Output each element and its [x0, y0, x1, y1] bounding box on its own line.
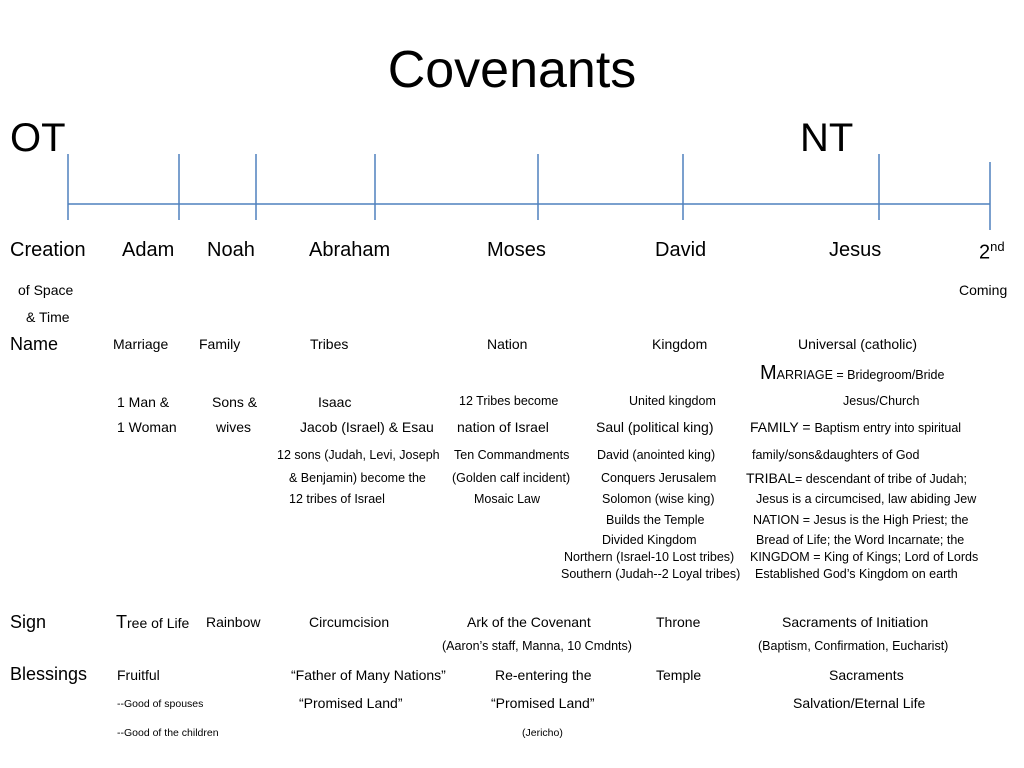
blessing-adam: Fruitful [117, 667, 160, 683]
blessing-david: Temple [656, 667, 702, 683]
abraham-detail: Jacob (Israel) & Esau [300, 419, 434, 435]
timeline [0, 0, 1024, 230]
moses-detail: 12 Tribes become [459, 394, 559, 408]
name-david: Kingdom [652, 336, 708, 352]
creation-subtitle-time: & Time [26, 309, 70, 325]
blessing-abraham: “Promised Land” [299, 695, 403, 711]
jesus-family-sons: family/sons&daughters of God [752, 448, 920, 462]
blessing-jesus: Salvation/Eternal Life [793, 695, 926, 711]
jesus-kingdom: KINGDOM = King of Kings; Lord of Lords [750, 550, 979, 564]
adam-detail: 1 Woman [117, 419, 177, 435]
jesus-established: Established God’s Kingdom on earth [755, 567, 958, 581]
blessing-abraham: “Father of Many Nations” [291, 667, 446, 683]
name-moses: Nation [487, 336, 528, 352]
jesus-church: Jesus/Church [843, 394, 920, 408]
david-detail: Southern (Judah--2 Loyal tribes) [561, 567, 741, 581]
era-david: David [655, 239, 707, 261]
ot-heading: OT [10, 116, 66, 160]
jesus-nation: NATION = Jesus is the High Priest; the [753, 513, 969, 527]
sign-jesus: Sacraments of Initiation [782, 614, 929, 630]
era-moses: Moses [487, 239, 546, 261]
jesus-marriage-line: MARRIAGE = Bridegroom/Bride [760, 362, 945, 384]
blessing-moses-sub: (Jericho) [522, 727, 563, 739]
david-detail: Saul (political king) [596, 419, 714, 435]
noah-detail: Sons & [212, 394, 258, 410]
moses-detail: Mosaic Law [474, 492, 540, 506]
jesus-circumcised: Jesus is a circumcised, law abiding Jew [756, 492, 977, 506]
era-jesus: Jesus [829, 239, 882, 261]
moses-detail: (Golden calf incident) [452, 471, 571, 485]
name-adam: Marriage [113, 336, 169, 352]
abraham-detail: 12 tribes of Israel [289, 492, 385, 506]
blessing-adam-sub: --Good of spouses [117, 698, 204, 710]
page-title: Covenants [387, 41, 637, 99]
era-adam: Adam [122, 239, 175, 261]
creation-subtitle-space: of Space [18, 282, 74, 298]
moses-detail: nation of Israel [457, 419, 549, 435]
blessing-adam-sub: --Good of the children [117, 727, 219, 739]
jesus-family-line: FAMILY = Baptism entry into spiritual [750, 419, 962, 435]
blessing-jesus: Sacraments [829, 667, 904, 683]
sign-abraham: Circumcision [309, 614, 390, 630]
name-noah: Family [199, 336, 241, 352]
blessing-moses: “Promised Land” [491, 695, 595, 711]
name-row-label: Name [10, 334, 59, 354]
abraham-detail: 12 sons (Judah, Levi, Joseph [277, 448, 440, 462]
sign-moses: Ark of the Covenant [467, 614, 591, 630]
sign-moses-sub: (Aaron’s staff, Manna, 10 Cmdnts) [442, 639, 632, 653]
noah-detail: wives [216, 419, 252, 435]
sign-adam: Tree of Life [116, 612, 190, 632]
name-jesus: Universal (catholic) [798, 336, 918, 352]
jesus-bread: Bread of Life; the Word Incarnate; the [756, 533, 965, 547]
nt-heading: NT [800, 116, 854, 160]
david-detail: United kingdom [629, 394, 716, 408]
sign-david: Throne [656, 614, 701, 630]
adam-detail: 1 Man & [117, 394, 170, 410]
david-detail: Conquers Jerusalem [601, 471, 717, 485]
era-second-coming: 2nd [979, 239, 1005, 264]
era-noah: Noah [207, 239, 255, 261]
sign-row-label: Sign [10, 612, 47, 632]
blessings-row-label: Blessings [10, 664, 88, 684]
david-detail: David (anointed king) [597, 448, 716, 462]
sign-noah: Rainbow [206, 614, 261, 630]
david-detail: Builds the Temple [606, 513, 705, 527]
era-creation: Creation [10, 239, 86, 261]
abraham-detail: & Benjamin) become the [289, 471, 426, 485]
david-detail: Solomon (wise king) [602, 492, 715, 506]
david-detail: Divided Kingdom [602, 533, 697, 547]
jesus-tribal-line: TRIBAL= descendant of tribe of Judah; [746, 470, 968, 486]
name-abraham: Tribes [310, 336, 349, 352]
blessing-moses: Re-entering the [495, 667, 592, 683]
abraham-detail: Isaac [318, 394, 352, 410]
david-detail: Northern (Israel-10 Lost tribes) [564, 550, 735, 564]
sign-jesus-sub: (Baptism, Confirmation, Eucharist) [758, 639, 949, 653]
second-coming-label: Coming [959, 282, 1008, 298]
moses-detail: Ten Commandments [454, 448, 570, 462]
era-abraham: Abraham [309, 239, 391, 261]
